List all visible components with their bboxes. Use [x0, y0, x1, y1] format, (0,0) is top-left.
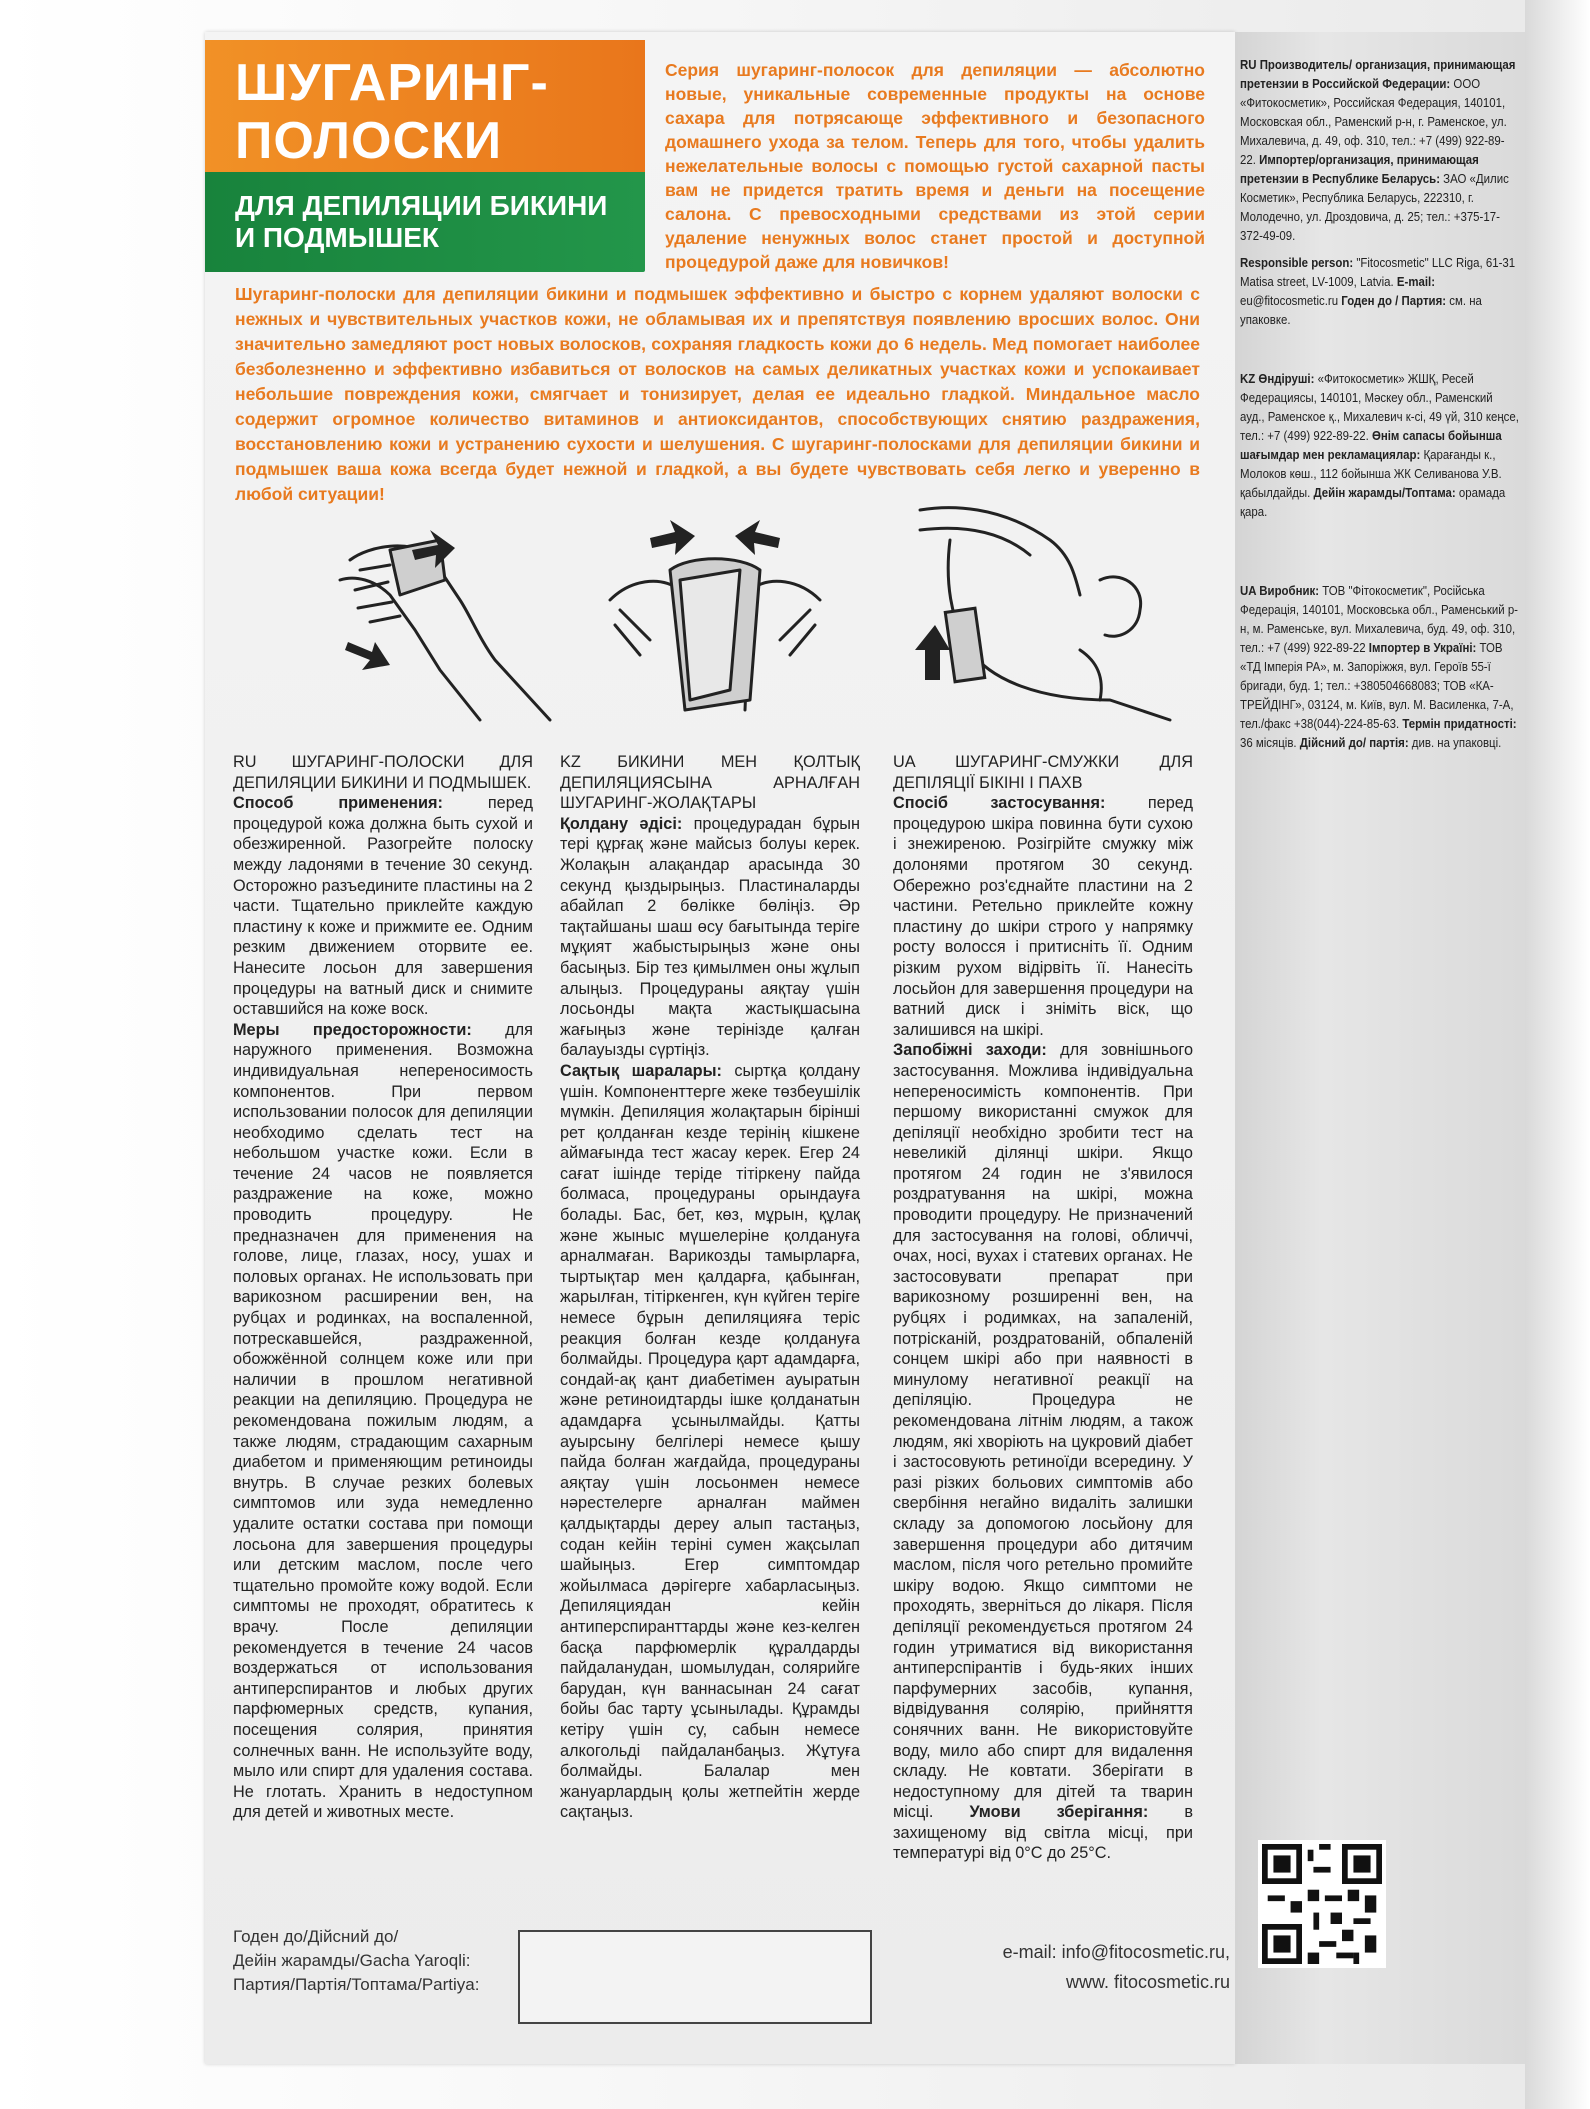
expiry-label-2: Дейін жарамды/Gacha Yaroqli:: [233, 1951, 471, 1970]
side-by-importer-label: Импортер/организация, принимающая претензии в Республике Беларусь:: [1240, 152, 1479, 186]
kz-caution-label: Сақтық шаралары:: [560, 1061, 722, 1080]
hands-warming-strip-icon: [320, 520, 570, 730]
side-kz: «Фитокосметик» ЖШҚ, Ресей Федерациясы, 140101, Мәскеу обл., Раменский ауд., Раменское қ., Михалевич к-сі, 49 үй, 310 кеңсе, тел.: +7 (499) 922-89-22.: [1240, 371, 1519, 443]
side-responsible-exp-label: Годен до / Партия:: [1341, 293, 1447, 308]
ru-heading: RU ШУГАРИНГ-ПОЛОСКИ ДЛЯ ДЕПИЛЯЦИИ БИКИНИ И ПОДМЫШЕК.: [233, 753, 533, 792]
ua-storage-label: Умови зберігання:: [969, 1803, 1149, 1822]
subtitle-line-2: И ПОДМЫШЕК: [235, 222, 440, 253]
side-ua-exp-label: Дійсний до/ партія:: [1299, 735, 1409, 750]
title-line-2: ПОЛОСКИ: [235, 112, 503, 170]
ua-instructions-column: [893, 752, 1193, 1864]
ru-caution-text: для наружного применения. Возможна индивидуальная непереносимость компонентов. При первом использовании полосок для депиляции необходимо сделать тест на небольшом участке кожи. Если в течение 24 часов не появляется раздражение на коже, можно проводить процедуру. Не предназначен для применения на голове, лице, глазах, носу, ушах и половых органах. Не использовать при варикозном расширении вен, на рубцах и родинках, на воспаленной, потрескавшейся, раздраженной, обожжённой солнцем коже или при наличии в прошлом негативной реакции на депиляцию. Процедура не рекомендована пожилым людям, а также людям, страдающим сахарным диабетом и применяющим ретиноиды внутрь. В случае резких болевых симптомов или зуда немедленно удалите остатки состава при помощи лосьона для завершения процедуры или детским маслом, после чего тщательно промойте кожу водой. Если симптомы не проходят, обратитесь к врачу. После депиляции рекомендуется в течение 24 часов воздержаться от использования антиперспирантов и любых других парфюмерных средств, купания, посещения солярия, принятия солнечных ванн. Не используйте воду, мыло или спирт для удаления состава. Не глотать. Хранить в недоступном для детей и животных месте.: [233, 1020, 533, 1822]
ru-caution-label: Меры предосторожности:: [233, 1020, 472, 1039]
ua-storage-text: в захищеному від світла місці, при температурі від 0°С до 25°С.: [893, 1803, 1193, 1863]
separate-strip-icon: [590, 510, 840, 725]
batch-print-box: [518, 1930, 872, 2024]
contact-website: www. fitocosmetic.ru: [1065, 1972, 1230, 1992]
kz-instructions-column: [560, 752, 860, 1823]
armpit-application-icon: [890, 500, 1190, 725]
side-kz-exp-label: Дейін жарамды/Топтама:: [1313, 485, 1456, 500]
side-responsible-exp: см. на упаковке.: [1240, 293, 1482, 327]
contacts: [950, 1937, 1230, 1997]
side-by-importer: ЗАО «Дилис Косметик», Республика Беларусь, 222310, г. Молодечно, ул. Дроздовича, д. 25; тел.: +375-17-372-49-09.: [1240, 171, 1509, 243]
side-responsible-email: eu@fitocosmetic.ru: [1240, 293, 1339, 308]
ru-method-text: перед процедурой кожа должна быть сухой и обезжиренной. Разогрейте полоску между ладонями в течение 30 секунд. Осторожно разъедините пластины на 2 части. Тщательно приклейте каждую пластину к коже и прижмите ее. Одним резким движением оторвите ее. Нанесите лосьон для завершения процедуры на ватный диск и снимите оставшийся на коже воск.: [233, 794, 533, 1019]
side-kz-claims: Қарағанды к., Молоков көш., 112 бойынша ЖК Селиванова У.В. қабылдайды.: [1240, 447, 1502, 500]
side-ua-importer-label: Імпортер в Україні:: [1368, 640, 1477, 655]
expiry-batch-labels: [233, 1925, 513, 1997]
kz-method-label: Қолдану әдісі:: [560, 814, 683, 833]
side-ru-manufacturer-label: RU Производитель/ организация, принимающая претензии в Российской Федерации:: [1240, 57, 1516, 91]
kz-heading: KZ БИКИНИ МЕН ҚОЛТЫҚ ДЕПИЛЯЦИЯСЫНА АРНАЛҒАН ШУГАРИНГ-ЖОЛАҚТАРЫ: [560, 753, 860, 813]
side-responsible-label: Responsible person:: [1240, 255, 1354, 270]
intro-text: Серия шугаринг-полосок для депиляции — абсолютно новые, уникальные современные продукты на основе сахара для потрясающе эффективного и безопасного домашнего ухода за телом. Теперь для того, чтобы удалить нежелательные волосы с помощью густой сахарной пасты вам не придется тратить время и деньги на посещение салона. С превосходными средствами из этой серии удаление ненужных волос станет простой и доступной процедурой даже для новичков!: [665, 60, 1205, 272]
side-ru-manufacturer: ООО «Фитокосметик», Российская Федерация, 140101, Московская обл., Раменский р-н, г. Раменское, ул. Михалевича, д. 49, оф. 310, тел.: +7 (499) 922-89-22.: [1240, 76, 1507, 167]
title-line-1: ШУГАРИНГ-: [235, 54, 549, 112]
ua-caution-text: для зовнішнього застосування. Можлива індивідуальна непереносимість компонентів. При першому використанні смужок для депіляції необхідно зробити тест на невеликій ділянці шкіри. Якщо протягом 24 годин не з'явилося роздратування на шкірі, можна проводити процедуру. Не призначений для застосування на голові, обличчі, очах, носі, вухах і статевих органах. Не застосовувати препарат при варикозному розширенні вен, на рубцях і родимках, на запаленій, потрісканій, роздратованій, обпаленій сонцем шкірі або при наявності в минулому негативної реакції на депіляцію. Процедура не рекомендована літнім людям, а також людям, які хворіють на цукровий діабет і застосовують ретиноїди всередину. У разі різких больових симптомів або свербіння негайно видаліть залишки складу за допомогою лосьйону для завершення процедури або дитячим маслом, після чого ретельно промийте шкіру водою. Якщо симптоми не проходять, зверніться до лікаря. Після депіляції рекомендується протягом 24 годин утриматися від використання антиперспірантів і будь-яких інших парфумерних засобів, купання, відвідування солярію, прийняття сонячних ванн. Не використовуйте воду, мило або спирт для видалення складу. Не ковтати. Зберігати в недоступному для дітей та тварин місці.: [893, 1041, 1194, 1822]
expiry-label-1: Годен до/Дійсний до/: [233, 1927, 399, 1946]
side-kz-claims-label: Өнім сапасы бойынша шағымдар мен рекламациялар:: [1240, 428, 1502, 462]
side-ua-shelf-label: Термін придатності:: [1402, 716, 1517, 731]
side-kz-exp: орамада қара.: [1240, 485, 1506, 519]
subtitle-line-1: ДЛЯ ДЕПИЛЯЦИИ БИКИНИ: [235, 190, 608, 221]
edge-shadow: [1525, 0, 1590, 2109]
side-ua: ТОВ "Фітокосметик", Російська Федерація, 140101, Московська обл., Раменський р-н, м. Раменське, вул. Михалевича, буд. 49, оф. 310, тел.: +7 (499) 922-89-22: [1240, 583, 1518, 655]
contact-email: e-mail: info@fitocosmetic.ru,: [1002, 1942, 1230, 1962]
side-ua-importer: ТОВ «ТД Імперія РА», м. Запоріжжя, вул. Героїв 55-ї бригади, буд. 1; тел.: +380504668083; ТОВ «КА-ТРЕЙДІНГ», 03124, м. Київ, вул. М. Василенка, 7-А, тел./факс +38(044)-224-85-63.: [1240, 640, 1514, 731]
side-kz-label: KZ Өндіруші:: [1240, 371, 1315, 386]
ua-method-text: перед процедурою шкіра повинна бути сухою і знежиреною. Розігрійте смужку між долонями протягом 30 секунд. Обережно роз'єднайте пластини на 2 частини. Ретельно приклейте кожну пластину до шкіри строго у напрямку росту волосся і притисніть її. Одним різким рухом відірвіть її. Нанесіть лосьйон для завершення процедури на ватний диск і зніміть віск, що залишився на шкірі.: [893, 794, 1193, 1039]
side-ua-label: UA Виробник:: [1240, 583, 1320, 598]
description-text: Шугаринг-полоски для депиляции бикини и подмышек эффективно и быстро с корнем удаляют волоски с нежных и чувствительных участков кожи, не обламывая их и препятствуя появлению вросших волос. Они значительно замедляют рост новых волосков, сохраняя гладкость кожи до 6 недель. Мед помогает наиболее безболезненно и эффективно избавиться от волосков на самых деликатных участках кожи и успокаивает небольшие повреждения кожи, смягчает и тонизирует, делая ее идеально гладкой. Миндальное масло содержит огромное количество витаминов и антиоксидантов, способствующих снятию раздражения, восстановлению кожи и устранению сухости и шелушения. С шугаринг-полосками для депиляции бикини и подмышек ваша кожа всегда будет нежной и гладкой, а вы будете чувствовать себя легко и уверенно в любой ситуации!: [235, 284, 1200, 504]
ru-instructions-column: [233, 752, 533, 1823]
side-responsible: "Fitocosmetic" LLC Riga, 61-31 Matisa street, LV-1009, Latvia.: [1240, 255, 1516, 289]
ua-heading: UA ШУГАРИНГ-СМУЖКИ ДЛЯ ДЕПІЛЯЦІЇ БІКІНІ І ПАХВ: [893, 753, 1193, 792]
ua-caution-label: Запобіжні заходи:: [893, 1041, 1047, 1060]
kz-caution-text: сыртқа қолдану үшін. Компоненттерге жеке төзбеушілік мүмкін. Депиляция жолақтарын бірінші рет қолданған кезде терінің кішкене аймағында тест жасау керек. Егер 24 сағат ішінде теріде тітіркену пайда болмаса, процедураны орындауға болады. Бас, бет, көз, мұрын, құлақ және жыныс мүшелеріне қолдануға арналмаған. Варикозды тамырларға, тыртықтар мен қалдарға, қабынған, жарылған, тітіркенген, күн күйген теріге немесе бұрын депиляцияға теріс реакция болған кезде қолдануға болмайды. Процедура қарт адамдарға, сондай-ақ қант диабетімен ауыратын және ретиноидтарды ішке қолданатын адамдарға ұсынылмайды. Қатты ауырсыну белгілері немесе қышу пайда болған жағдайда, процедураны аяқтау үшін лосьонмен немесе нәрестелерге арналған маймен қалдықтарды дереу алып тастаңыз, содан кейін теріні сумен жақсылап шайыңыз. Егер симптомдар жойылмаса дәрігерге хабарласыңыз. Депиляциядан кейін антиперспиранттарды және кез-келген басқа парфюмерлік құралдарды пайдаланудан, шомылудан, солярийге барудан, күн ваннасынан 24 сағат бойы бас тарту ұсынылады. Құрамды кетіру үшін су, сабын немесе алкогольді пайдаланбаңыз. Жұтуға болмайды. Балалар мен жануарлардың қолы жетпейтін жерде сақтаңыз.: [560, 1061, 860, 1822]
qr-code-icon: [1258, 1840, 1386, 1968]
side-ua-shelf: 36 місяців.: [1240, 735, 1297, 750]
title-banner: [205, 40, 645, 190]
side-responsible-email-label: E-mail:: [1396, 274, 1436, 289]
ru-method-label: Способ применения:: [233, 794, 443, 813]
subtitle-banner: [205, 172, 645, 272]
side-ua-exp: див. на упаковці.: [1408, 735, 1502, 750]
batch-label: Партия/Партія/Топтама/Partiya:: [233, 1975, 480, 1994]
ua-method-label: Спосіб застосування:: [893, 794, 1106, 813]
side-panel-text: [1240, 55, 1520, 760]
kz-method-text: процедурадан бұрын тері құрғақ және майсыз болуы керек. Жолақын алақандар арасында 30 секунд қыздырыңыз. Пластиналарды абайлап 2 бөлікке бөліңіз. Әр тақтайшаны шаш өсу бағытында теріге мұқият жабыстырыңыз және оны басыңыз. Бір тез қимылмен оны жұлып алыңыз. Процедураны аяқтау үшін лосьонды мақта жастықшасына жағыңыз және терінізде қалған балауызды сүртіңіз.: [560, 814, 860, 1060]
